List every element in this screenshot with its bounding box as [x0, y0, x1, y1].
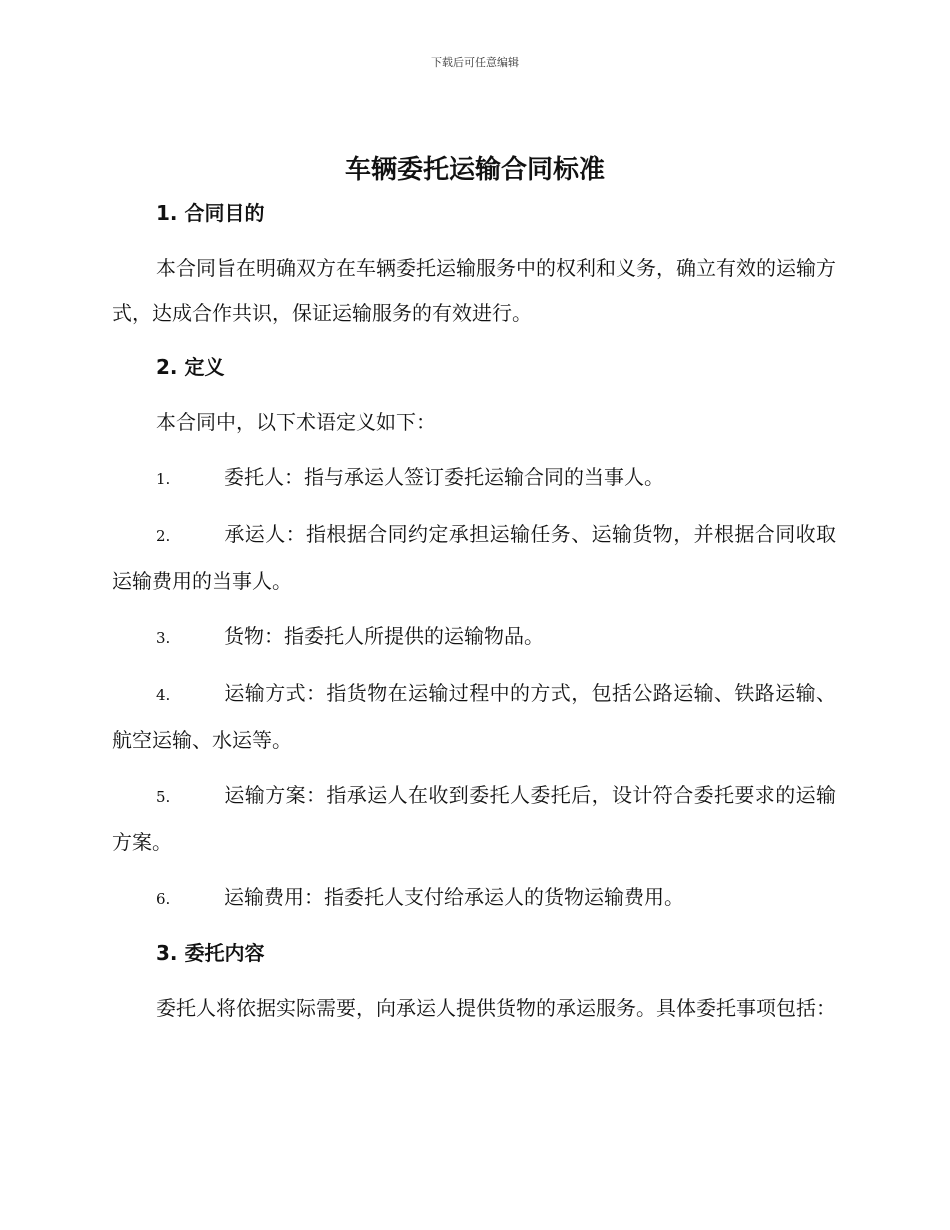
section-heading-scope: 3. 委托内容 — [156, 941, 265, 965]
list-item — [112, 614, 836, 661]
list-item — [112, 773, 836, 865]
list-item-text: 货物：指委托人所提供的运输物品。 — [224, 624, 544, 648]
header-note: 下载后可任意编辑 — [431, 56, 519, 69]
list-item-text: 承运人：指根据合同约定承担运输任务、运输货物，并根据合同收取运输费用的当事人。 — [112, 522, 836, 593]
list-item — [112, 875, 836, 922]
list-item-text: 运输方案：指承运人在收到委托人委托后，设计符合委托要求的运输方案。 — [112, 783, 836, 854]
list-item-number: 3. — [156, 629, 171, 647]
document-body — [112, 192, 836, 1041]
list-item-number: 6. — [156, 890, 171, 908]
list-item — [112, 671, 836, 763]
list-item — [112, 455, 836, 502]
list-item-number: 5. — [156, 788, 171, 806]
list-item-text: 运输费用：指委托人支付给承运人的货物运输费用。 — [224, 885, 684, 909]
list-item-number: 2. — [156, 527, 171, 545]
document-title: 车辆委托运输合同标准 — [344, 155, 605, 185]
section-paragraph-definitions: 本合同中，以下术语定义如下： — [156, 410, 436, 434]
section-heading-definitions: 2. 定义 — [156, 355, 225, 379]
list-item-number: 4. — [156, 686, 171, 704]
list-item-text: 运输方式：指货物在运输过程中的方式，包括公路运输、铁路运输、航空运输、水运等。 — [112, 681, 836, 752]
section-paragraph-scope: 委托人将依据实际需要，向承运人提供货物的承运服务。具体委托事项包括： — [156, 996, 836, 1020]
section-heading-purpose: 1. 合同目的 — [156, 201, 265, 225]
list-item-text: 委托人：指与承运人签订委托运输合同的当事人。 — [224, 465, 664, 489]
list-item-number: 1. — [156, 470, 171, 488]
section-paragraph-purpose: 本合同旨在明确双方在车辆委托运输服务中的权利和义务，确立有效的运输方式，达成合作共识，保证运输服务的有效进行。 — [112, 256, 836, 325]
list-item — [112, 512, 836, 604]
